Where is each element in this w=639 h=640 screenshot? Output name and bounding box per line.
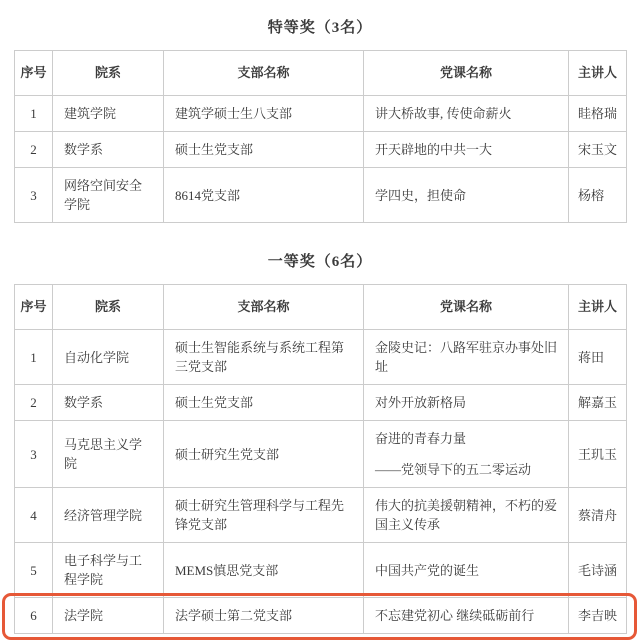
column-header-branch: 支部名称	[164, 51, 364, 96]
table-row	[15, 488, 627, 543]
department-cell: 数学系	[53, 385, 164, 421]
course-name-line: 开天辟地的中共一大	[375, 142, 493, 157]
section-title-first-prize: 一等奖（6名）	[267, 254, 373, 270]
serial-number-cell: 3	[15, 168, 53, 223]
table-row	[15, 421, 627, 488]
branch-name-cell: 法学硕士第二党支部	[164, 598, 364, 634]
special-prize-table-wrap	[14, 50, 626, 223]
column-header-course: 党课名称	[364, 285, 569, 330]
course-name-line: 讲大桥故事, 传使命薪火	[375, 106, 512, 121]
speaker-cell: 杨榕	[569, 168, 627, 223]
speaker-cell: 解嘉玉	[569, 385, 627, 421]
course-name-cell	[364, 543, 569, 598]
department-cell: 马克思主义学院	[53, 421, 164, 488]
branch-name-cell: 硕士研究生党支部	[164, 421, 364, 488]
course-name-line: 中国共产党的诞生	[375, 562, 480, 578]
column-header-branch: 支部名称	[164, 285, 364, 330]
branch-name-cell: 8614党支部	[164, 168, 364, 223]
course-name-cell	[364, 132, 569, 168]
speaker-cell: 蒋田	[569, 330, 627, 385]
speaker-cell: 李吉映	[569, 598, 627, 634]
department-cell: 建筑学院	[53, 96, 164, 132]
section-title-special-prize: 特等奖（3名）	[267, 20, 373, 36]
course-name-line: 对外开放新格局	[375, 395, 467, 410]
course-name-line: ——党领导下的五二零运动	[375, 462, 532, 477]
column-header-serial: 序号	[15, 51, 53, 96]
department-cell: 数学系	[53, 132, 164, 168]
course-name-cell	[364, 96, 569, 132]
table-row	[15, 132, 627, 168]
branch-name-cell: MEMS慎思党支部	[164, 543, 364, 598]
serial-number-cell: 3	[15, 421, 53, 488]
course-name-line: 不忘建党初心 继续砥砺前行	[375, 608, 535, 623]
serial-number-cell: 2	[15, 385, 53, 421]
course-name-cell	[364, 385, 569, 421]
serial-number-cell: 6	[15, 598, 53, 634]
department-cell: 经济管理学院	[53, 488, 164, 543]
table-row	[15, 598, 627, 634]
table-row	[15, 330, 627, 385]
column-header-speaker: 主讲人	[569, 51, 627, 96]
table-header-row	[15, 285, 627, 330]
column-header-course: 党课名称	[364, 51, 569, 96]
column-header-serial: 序号	[15, 285, 53, 330]
first-prize-table	[14, 284, 627, 634]
speaker-cell: 蔡清舟	[569, 488, 627, 543]
department-cell: 法学院	[53, 598, 164, 634]
serial-number-cell: 1	[15, 330, 53, 385]
course-name-line: 金陵史记：八路军驻京办事处旧址	[375, 340, 558, 374]
column-header-speaker: 主讲人	[569, 285, 627, 330]
serial-number-cell: 5	[15, 543, 53, 598]
table-row	[15, 543, 627, 598]
speaker-cell: 眭格瑞	[569, 96, 627, 132]
course-name-cell	[364, 168, 569, 223]
serial-number-cell: 1	[15, 96, 53, 132]
department-cell: 自动化学院	[53, 330, 164, 385]
table-row	[15, 385, 627, 421]
section-first-prize	[14, 250, 626, 634]
section-special-prize	[14, 16, 626, 223]
course-name-line: 学四史，担使命	[375, 187, 467, 203]
serial-number-cell: 4	[15, 488, 53, 543]
speaker-cell: 王玑玉	[569, 421, 627, 488]
branch-name-cell: 硕士生党支部	[164, 385, 364, 421]
course-name-line: 奋进的青春力量	[375, 431, 467, 446]
course-name-cell	[364, 421, 569, 488]
special-prize-table	[14, 50, 627, 223]
department-cell: 网络空间安全学院	[53, 168, 164, 223]
column-header-department: 院系	[53, 285, 164, 330]
department-cell: 电子科学与工程学院	[53, 543, 164, 598]
branch-name-cell: 硕士生智能系统与系统工程第三党支部	[164, 330, 364, 385]
branch-name-cell: 建筑学硕士生八支部	[164, 96, 364, 132]
branch-name-cell: 硕士生党支部	[164, 132, 364, 168]
course-name-cell	[364, 330, 569, 385]
table-row	[15, 168, 627, 223]
table-row	[15, 96, 627, 132]
course-name-line: 伟大的抗美援朝精神，不朽的爱国主义传承	[375, 498, 558, 532]
speaker-cell: 毛诗涵	[569, 543, 627, 598]
branch-name-cell: 硕士研究生管理科学与工程先锋党支部	[164, 488, 364, 543]
serial-number-cell: 2	[15, 132, 53, 168]
first-prize-table-wrap	[14, 284, 626, 634]
speaker-cell: 宋玉文	[569, 132, 627, 168]
course-name-cell	[364, 598, 569, 634]
course-name-cell	[364, 488, 569, 543]
table-header-row	[15, 51, 627, 96]
column-header-department: 院系	[53, 51, 164, 96]
